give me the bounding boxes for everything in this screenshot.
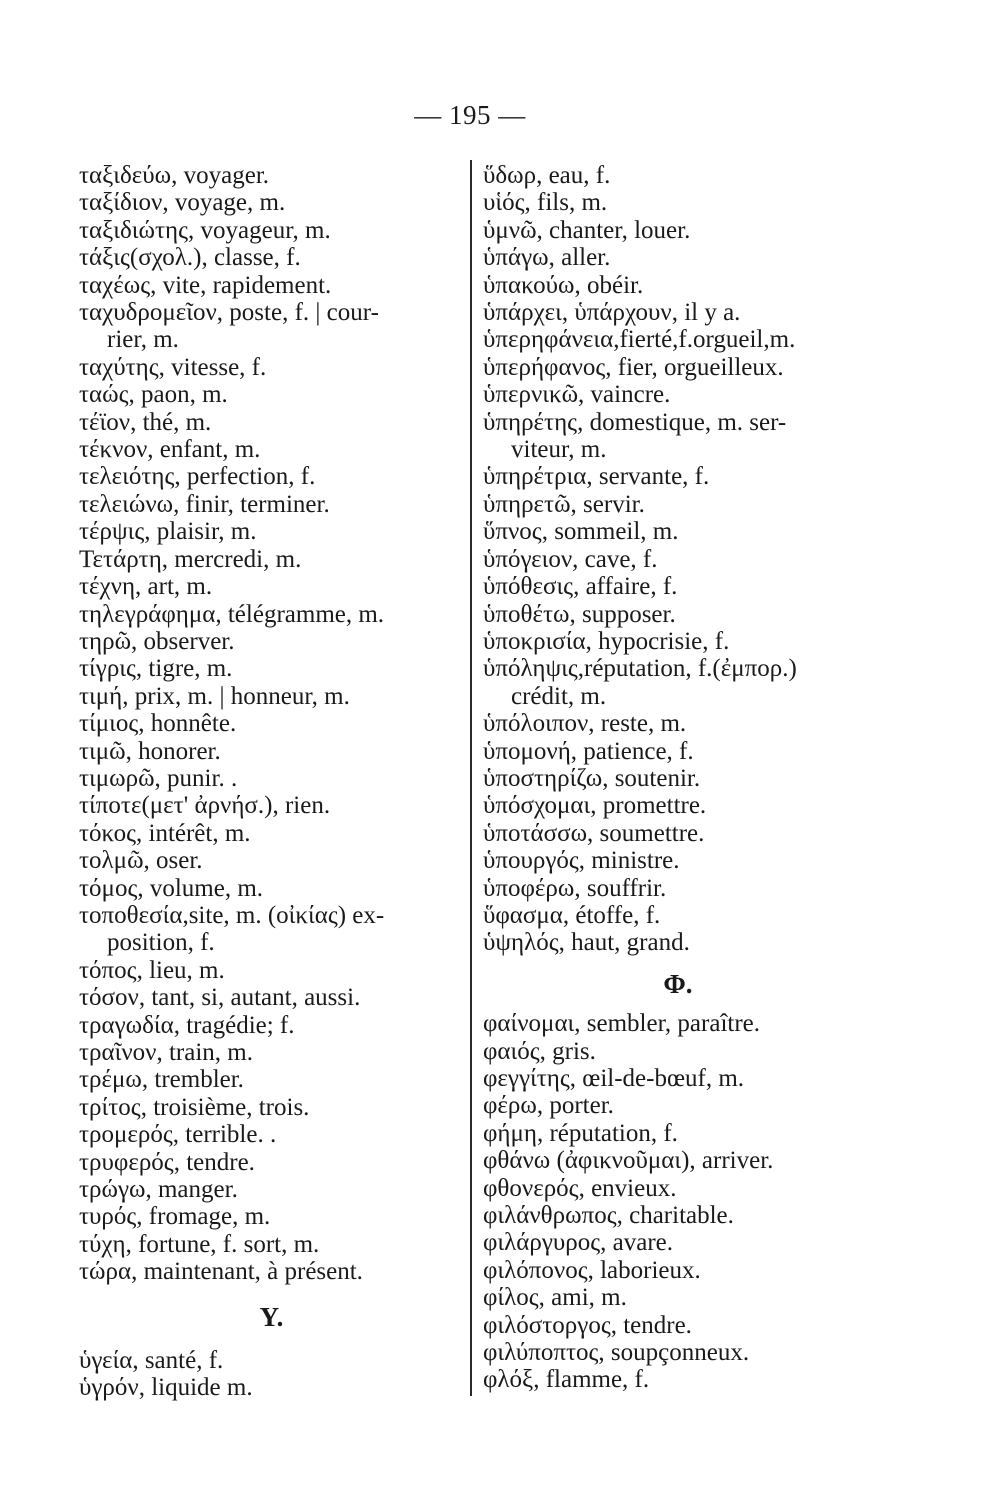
dictionary-entry: ὑπόγειον, cave, f. (483, 545, 658, 573)
dictionary-entry: τρέμω, trembler. (79, 1066, 244, 1094)
dictionary-entry: τραῖνον, train, m. (79, 1039, 253, 1066)
dictionary-entry: ὑπηρέτρια, servante, f. (483, 463, 710, 491)
dictionary-entry: τέρψις, plaisir, m. (79, 518, 257, 546)
dictionary-entry: ὑποστηρίζω, soutenir. (483, 764, 701, 792)
dictionary-entry: ὑπόθεσις, affaire, f. (483, 573, 678, 601)
dictionary-entry: τυρός, fromage, m. (79, 1203, 271, 1231)
dictionary-entry: ὑπομονή, patience, f. (483, 737, 694, 765)
dictionary-entry: ὑπηρετῶ, servir. (483, 490, 645, 518)
dictionary-entry: ὑπερήφανος, fier, orgueilleux. (483, 353, 784, 381)
dictionary-entry: ὑμνῶ, chanter, louer. (483, 216, 691, 244)
dictionary-entry: τόμος, volume, m. (79, 874, 264, 902)
dictionary-entry: τόσον, tant, si, autant, aussi. (79, 984, 361, 1012)
dictionary-entry: ὑποκρισία, hypocrisie, f. (483, 627, 730, 655)
dictionary-entry: φιλόπονος, laborieux. (483, 1256, 701, 1284)
left-column (79, 162, 464, 1402)
dictionary-entry: ὑπουργός, ministre. (483, 847, 680, 875)
dictionary-entry: ὑποτάσσω, soumettre. (483, 819, 705, 847)
dictionary-entry: ὑπερηφάνεια,fierté,f.orgueil,m. (483, 326, 796, 354)
dictionary-entry: Τετάρτη, mercredi, m. (79, 545, 302, 573)
dictionary-entry: τρυφερός, tendre. (79, 1148, 255, 1176)
dictionary-entry: τελειότης, perfection, f. (79, 463, 316, 491)
dictionary-entry: ὑποφέρω, souffrir. (483, 874, 667, 902)
dictionary-entry: ὑγεία, santé, f. (79, 1347, 224, 1375)
dictionary-entry: τίποτε(μετ' ἀρνήσ.), rien. (79, 792, 331, 820)
dictionary-entry: τρομερός, terrible. . (79, 1121, 277, 1149)
section-heading: Υ. (259, 1301, 284, 1332)
dictionary-entry: τόκος, intérêt, m. (79, 819, 251, 847)
dictionary-entry: τελειώνω, finir, terminer. (79, 490, 330, 518)
dictionary-entry: ὑψηλός, haut, grand. (483, 929, 690, 957)
dictionary-entry: ταξίδιον, voyage, m. (79, 189, 286, 217)
dictionary-entry: τέϊον, thé, m. (79, 408, 212, 436)
page-number: — 195 — (414, 100, 526, 130)
dictionary-entry: τώρα, maintenant, à présent. (79, 1258, 363, 1286)
dictionary-entry: τιμωρῶ, punir. . (79, 764, 238, 792)
dictionary-entry: φθονερός, envieux. (483, 1174, 677, 1202)
dictionary-entry-continuation: crédit, m. (511, 682, 607, 710)
dictionary-entry: φαίνομαι, sembler, paraître. (483, 1010, 761, 1038)
dictionary-entry: τραγωδία, tragédie; f. (79, 1011, 295, 1039)
dictionary-entry: ταχέως, vite, rapidement. (79, 271, 332, 299)
dictionary-entry: τηρῶ, observer. (79, 627, 235, 655)
dictionary-entry: φιλάργυρος, avare. (483, 1229, 674, 1257)
dictionary-entry: ταξιδεύω, voyager. (79, 162, 270, 189)
dictionary-entry: φίλος, ami, m. (483, 1284, 627, 1312)
dictionary-entry: τιμή, prix, m. | honneur, m. (79, 682, 350, 710)
dictionary-entry: ὕπνος, sommeil, m. (483, 518, 679, 546)
dictionary-entry: ὕφασμα, étoffe, f. (483, 901, 661, 929)
dictionary-entry: τίγρις, tigre, m. (79, 655, 233, 683)
dictionary-entry: φθάνω (ἀφικνοῦμαι), arriver. (483, 1147, 774, 1175)
dictionary-entry: ὑγρόν, liquide m. (79, 1374, 253, 1402)
dictionary-entry: ὑπάγω, aller. (483, 244, 611, 272)
dictionary-entry: ὑπερνικῶ, vaincre. (483, 381, 671, 409)
dictionary-entry: ὑποθέτω, supposer. (483, 600, 676, 628)
dictionary-entry: φήμη, réputation, f. (483, 1119, 678, 1147)
dictionary-entry: τέκνον, enfant, m. (79, 436, 261, 464)
dictionary-entry: τόπος, lieu, m. (79, 956, 225, 984)
dictionary-entry: τίμιος, honnête. (79, 710, 237, 738)
dictionary-entry: φλόξ, flamme, f. (483, 1366, 650, 1394)
dictionary-entry: τύχη, fortune, f. sort, m. (79, 1230, 320, 1258)
dictionary-entry: φιλάνθρωπος, charitable. (483, 1202, 734, 1230)
dictionary-entry: φέρω, porter. (483, 1092, 614, 1120)
dictionary-entry-continuation: viteur, m. (511, 436, 607, 464)
dictionary-entry: ὑπηρέτης, domestique, m. ser- (483, 408, 787, 436)
dictionary-entry: ταχύτης, vitesse, f. (79, 353, 267, 381)
dictionary-entry: ταξιδιώτης, voyageur, m. (79, 216, 331, 244)
dictionary-entry: τέχνη, art, m. (79, 573, 213, 601)
dictionary-entry: υἱός, fils, m. (483, 189, 608, 217)
dictionary-entry: ταχυδρομεῖον, poste, f. | cour- (79, 299, 379, 327)
dictionary-entry: τηλεγράφημα, télégramme, m. (79, 600, 385, 628)
dictionary-entry: ὑπόσχομαι, promettre. (483, 792, 707, 820)
dictionary-entry: φαιός, gris. (483, 1037, 596, 1065)
dictionary-entry: ὑπόληψις,réputation, f.(ἐμπορ.) (483, 655, 797, 683)
dictionary-entry-continuation: position, f. (107, 929, 215, 957)
column-divider (470, 160, 472, 1396)
dictionary-entry: φιλύποπτος, soupçonneux. (483, 1339, 750, 1367)
dictionary-entry: τάξις(σχολ.), classe, f. (79, 244, 301, 272)
dictionary-entry-continuation: rier, m. (107, 326, 179, 354)
dictionary-entry: τολμῶ, oser. (79, 847, 203, 875)
right-column (483, 162, 873, 1394)
dictionary-entry: τοποθεσία,site, m. (οἰκίας) ex- (79, 901, 385, 929)
dictionary-entry: ταώς, paon, m. (79, 381, 228, 409)
dictionary-entry: ὑπόλοιπον, reste, m. (483, 710, 687, 738)
dictionary-entry: τρίτος, troisième, trois. (79, 1093, 310, 1121)
dictionary-entry: ὕδωρ, eau, f. (483, 162, 611, 189)
dictionary-entry: ὑπάρχει, ὑπάρχουν, il y a. (483, 299, 741, 327)
dictionary-entry: φιλόστοργος, tendre. (483, 1311, 692, 1339)
dictionary-entry: φεγγίτης, œil-de-bœuf, m. (483, 1065, 745, 1092)
dictionary-entry: τρώγω, manger. (79, 1176, 238, 1204)
section-heading: Φ. (663, 968, 693, 999)
dictionary-entry: ὑπακούω, obéir. (483, 271, 644, 299)
dictionary-entry: τιμῶ, honorer. (79, 737, 221, 765)
